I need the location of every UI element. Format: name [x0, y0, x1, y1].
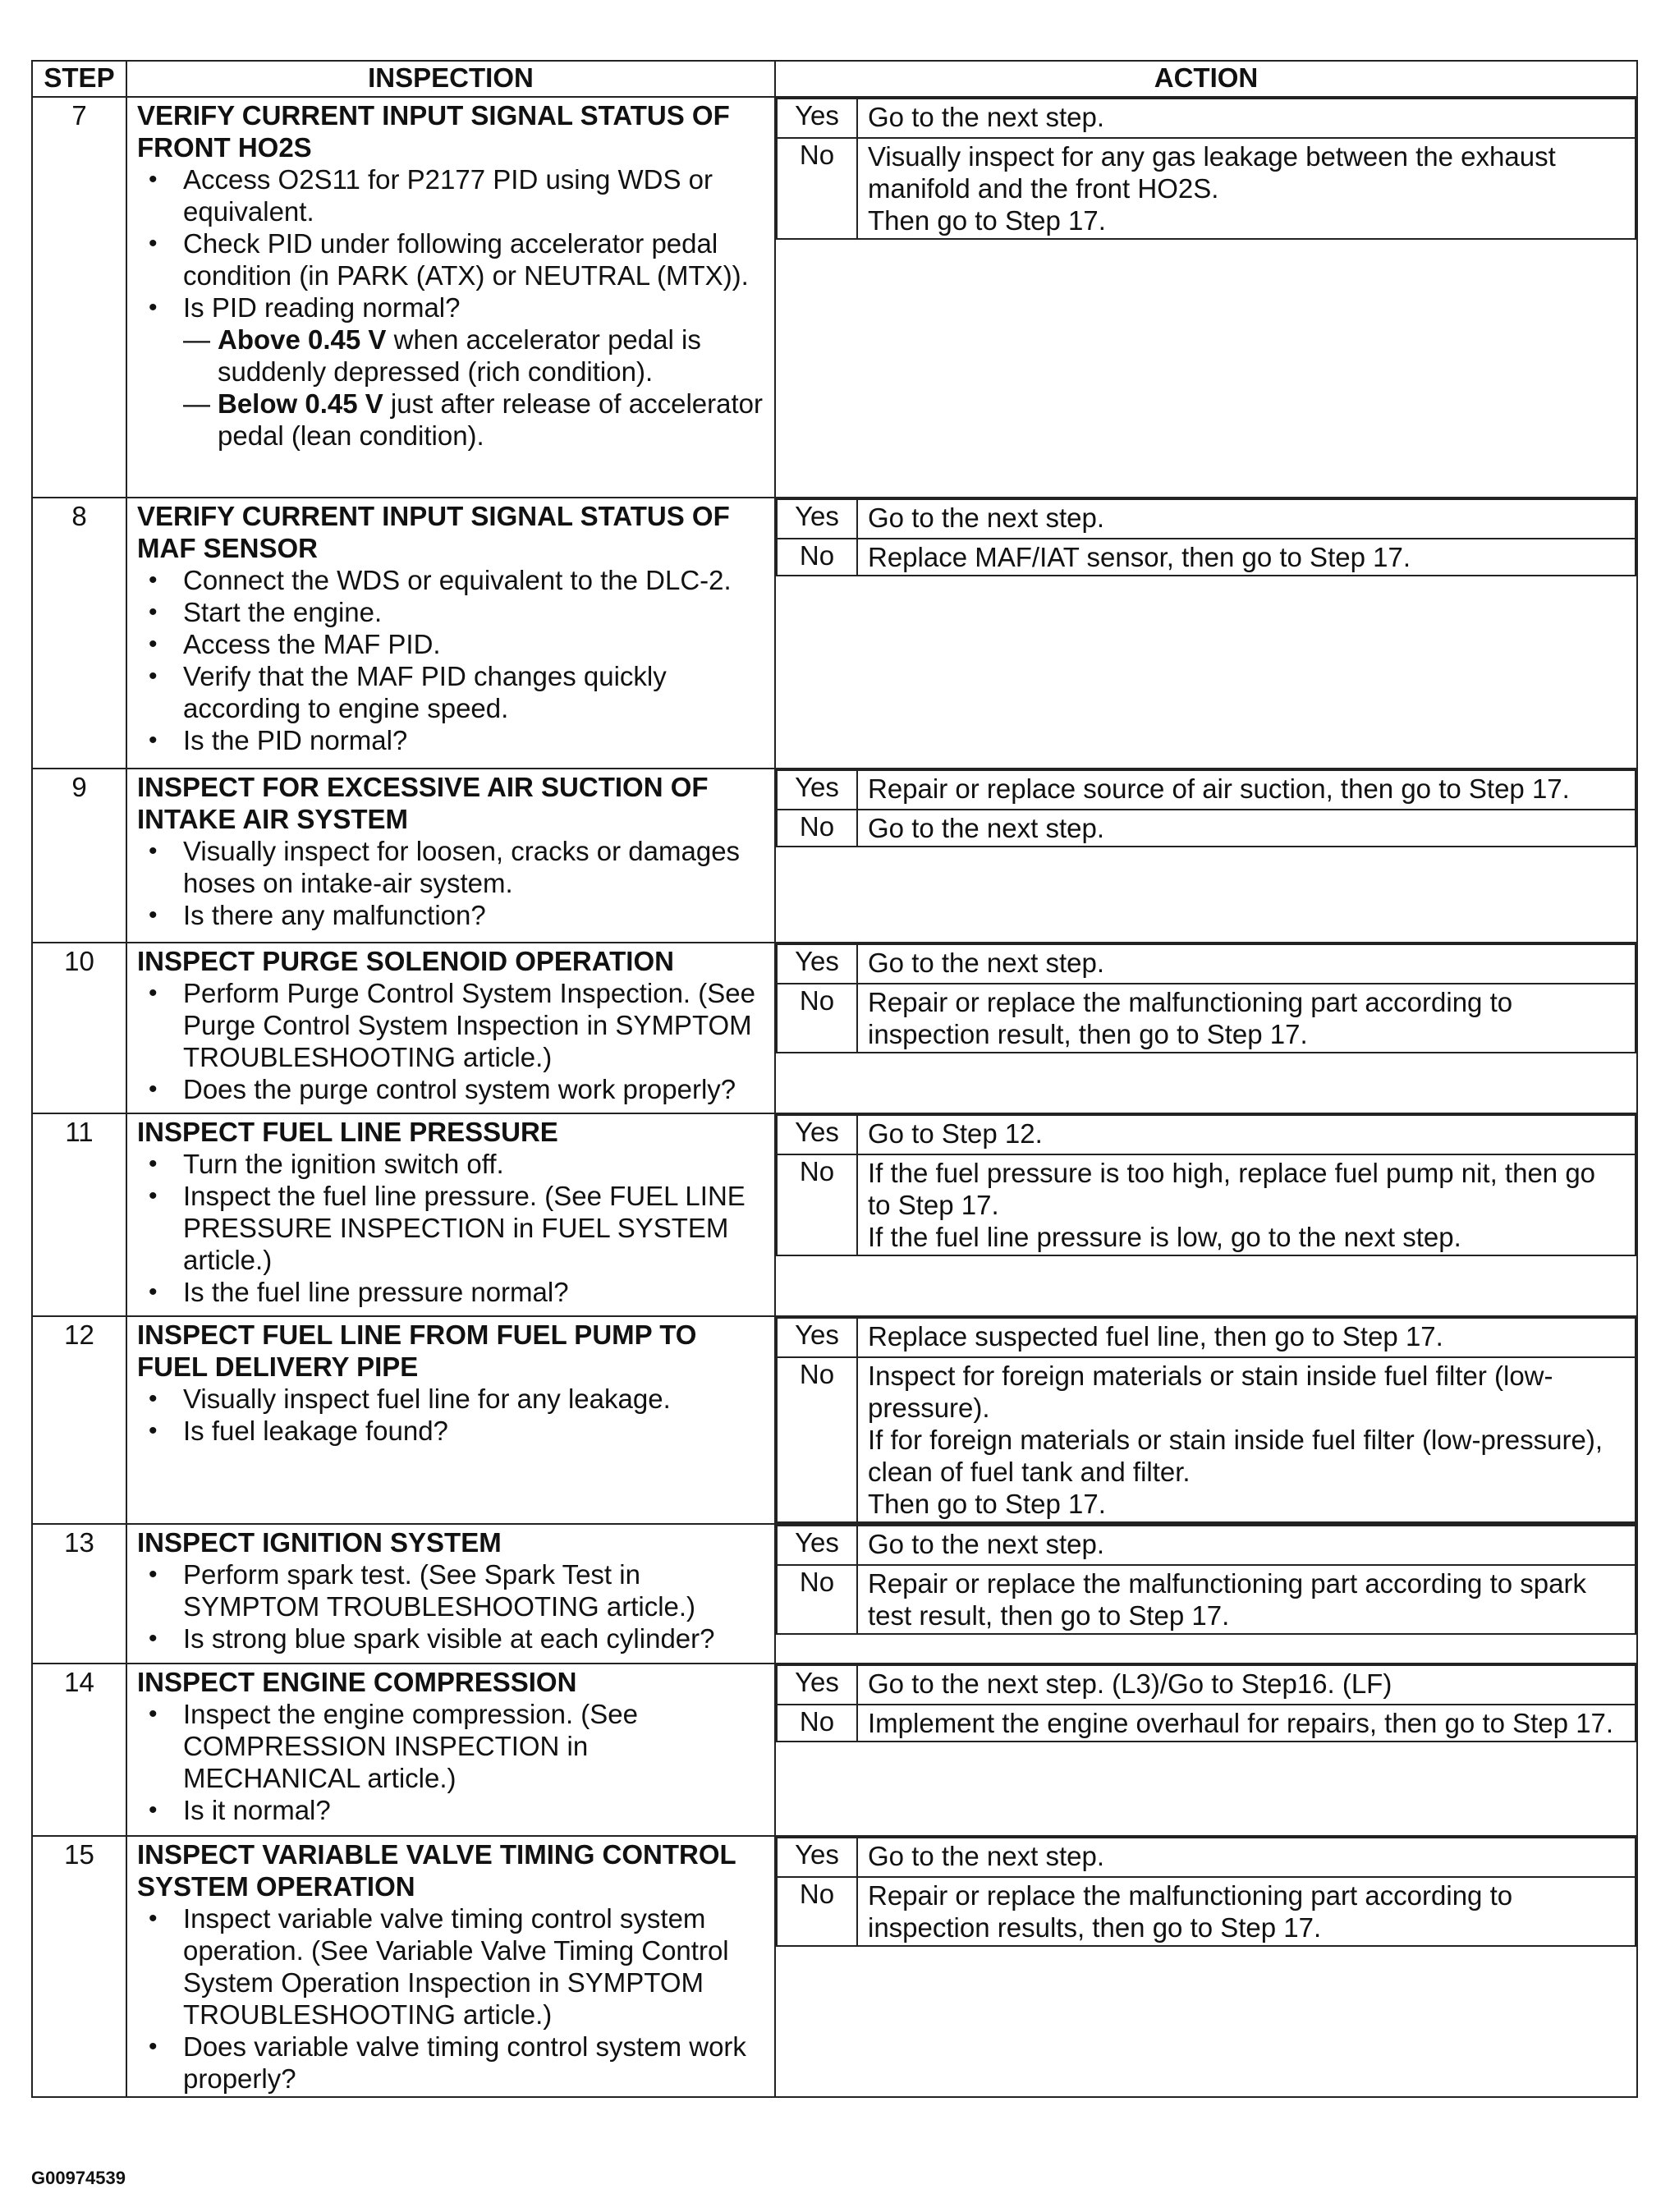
inspection-steps	[137, 564, 766, 756]
yes-row	[777, 770, 1636, 810]
step-number: 10	[32, 943, 126, 1113]
action-cell	[775, 1316, 1637, 1524]
inspection-steps	[137, 835, 766, 931]
inspection-steps	[137, 1148, 766, 1308]
no-action: Inspect for foreign materials or stain inside fuel filter (low-pressure). If for foreign materials or stain inside fuel filter (low-pressure), clean of fuel tank and filter. Then go to Step 17.	[857, 1357, 1636, 1522]
table-row	[32, 943, 1637, 1113]
troubleshooting-table	[31, 60, 1638, 2098]
inspection-step-item: • Access O2S11 for P2177 PID using WDS or equivalent.	[137, 163, 766, 227]
inspection-step-item: • Is there any malfunction?	[137, 899, 766, 931]
table-row	[32, 1524, 1637, 1664]
response-table	[776, 1525, 1636, 1635]
step-number: 11	[32, 1113, 126, 1316]
header-step: STEP	[32, 61, 126, 97]
no-label: No	[777, 1565, 857, 1634]
no-action: Replace MAF/IAT sensor, then go to Step 17.	[857, 539, 1636, 576]
no-row	[777, 1705, 1636, 1742]
inspection-step-item: • Inspect variable valve timing control system operation. (See Variable Valve Timing Control System Operation Inspection in SYMPTOM TROUBLESHOOTING article.)	[137, 1902, 766, 2031]
no-action: Implement the engine overhaul for repairs, then go to Step 17.	[857, 1705, 1636, 1742]
yes-row	[777, 1838, 1636, 1877]
step-number: 15	[32, 1836, 126, 2097]
inspection-cell	[126, 1113, 775, 1316]
no-label: No	[777, 1357, 857, 1522]
yes-action: Go to the next step. (L3)/Go to Step16. (LF)	[857, 1665, 1636, 1705]
inspection-title: INSPECT PURGE SOLENOID OPERATION	[137, 946, 674, 976]
no-row	[777, 138, 1636, 239]
condition-text: when accelerator pedal is suddenly depressed (rich condition).	[218, 324, 701, 387]
inspection-steps	[137, 977, 766, 1105]
table-row	[32, 97, 1637, 498]
no-row	[777, 1565, 1636, 1634]
yes-action: Replace suspected fuel line, then go to Step 17.	[857, 1318, 1636, 1357]
step-number: 13	[32, 1524, 126, 1664]
action-cell	[775, 1524, 1637, 1664]
step-number: 8	[32, 498, 126, 769]
action-cell	[775, 97, 1637, 498]
no-label: No	[777, 810, 857, 847]
inspection-step-item: • Visually inspect fuel line for any leakage.	[137, 1383, 766, 1415]
yes-action: Go to the next step.	[857, 1838, 1636, 1877]
yes-row	[777, 1665, 1636, 1705]
condition-value: Above 0.45 V	[218, 324, 387, 355]
table-row	[32, 1836, 1637, 2097]
yes-row	[777, 499, 1636, 539]
inspection-step-item: • Connect the WDS or equivalent to the DLC-2.	[137, 564, 766, 596]
step-number: 9	[32, 769, 126, 943]
yes-row	[777, 1318, 1636, 1357]
response-table	[776, 498, 1636, 576]
no-action: Repair or replace the malfunctioning part according to inspection results, then go to Step 17.	[857, 1877, 1636, 1946]
no-action: Repair or replace the malfunctioning part according to inspection result, then go to Step 17.	[857, 984, 1636, 1053]
yes-row	[777, 1115, 1636, 1154]
inspection-step-item: • Turn the ignition switch off.	[137, 1148, 766, 1180]
yes-row	[777, 99, 1636, 138]
no-label: No	[777, 539, 857, 576]
yes-label: Yes	[777, 1318, 857, 1357]
inspection-steps	[137, 1902, 766, 2095]
inspection-cell	[126, 1316, 775, 1524]
inspection-title: INSPECT VARIABLE VALVE TIMING CONTROL SYSTEM OPERATION	[137, 1839, 736, 1902]
no-action: If the fuel pressure is too high, replace fuel pump nit, then go to Step 17. If the fuel line pressure is low, go to the next step.	[857, 1154, 1636, 1255]
response-table	[776, 1664, 1636, 1742]
condition-item	[137, 324, 766, 388]
yes-label: Yes	[777, 944, 857, 984]
action-cell	[775, 498, 1637, 769]
inspection-title: VERIFY CURRENT INPUT SIGNAL STATUS OF MAF SENSOR	[137, 501, 730, 563]
inspection-title: INSPECT FOR EXCESSIVE AIR SUCTION OF INTAKE AIR SYSTEM	[137, 772, 709, 834]
table-body	[32, 97, 1637, 2097]
no-row	[777, 1357, 1636, 1522]
no-action: Visually inspect for any gas leakage between the exhaust manifold and the front HO2S. Then go to Step 17.	[857, 138, 1636, 239]
action-cell	[775, 943, 1637, 1113]
inspection-steps	[137, 1698, 766, 1826]
inspection-cell	[126, 1836, 775, 2097]
inspection-title: VERIFY CURRENT INPUT SIGNAL STATUS OF FRONT HO2S	[137, 100, 730, 163]
response-table	[776, 769, 1636, 847]
inspection-steps	[137, 163, 766, 324]
inspection-step-item: • Access the MAF PID.	[137, 628, 766, 660]
action-cell	[775, 1113, 1637, 1316]
no-row	[777, 1877, 1636, 1946]
condition-item	[137, 388, 766, 452]
yes-action: Go to the next step.	[857, 99, 1636, 138]
inspection-step-item: • Is the PID normal?	[137, 724, 766, 756]
no-label: No	[777, 1154, 857, 1255]
no-label: No	[777, 1877, 857, 1946]
inspection-step-item: • Is fuel leakage found?	[137, 1415, 766, 1447]
inspection-title: INSPECT IGNITION SYSTEM	[137, 1527, 502, 1558]
yes-row	[777, 1526, 1636, 1565]
yes-label: Yes	[777, 99, 857, 138]
yes-label: Yes	[777, 1838, 857, 1877]
header-row	[32, 61, 1637, 97]
inspection-step-item: • Perform Purge Control System Inspection. (See Purge Control System Inspection in SYMPTOM TROUBLESHOOTING article.)	[137, 977, 766, 1073]
yes-label: Yes	[777, 1115, 857, 1154]
table-row	[32, 498, 1637, 769]
inspection-title: INSPECT ENGINE COMPRESSION	[137, 1667, 577, 1697]
step-number: 12	[32, 1316, 126, 1524]
inspection-step-item: • Visually inspect for loosen, cracks or damages hoses on intake-air system.	[137, 835, 766, 899]
yes-label: Yes	[777, 1665, 857, 1705]
inspection-step-item: • Start the engine.	[137, 596, 766, 628]
response-table	[776, 1317, 1636, 1523]
inspection-step-item: • Is PID reading normal?	[137, 291, 766, 324]
yes-action: Go to Step 12.	[857, 1115, 1636, 1154]
yes-row	[777, 944, 1636, 984]
no-row	[777, 984, 1636, 1053]
table-row	[32, 1316, 1637, 1524]
no-row	[777, 810, 1636, 847]
step-number: 14	[32, 1664, 126, 1836]
inspection-cell	[126, 769, 775, 943]
inspection-cell	[126, 498, 775, 769]
inspection-step-item: • Perform spark test. (See Spark Test in SYMPTOM TROUBLESHOOTING article.)	[137, 1558, 766, 1622]
action-cell	[775, 769, 1637, 943]
table-row	[32, 1113, 1637, 1316]
header-action: ACTION	[775, 61, 1637, 97]
yes-label: Yes	[777, 1526, 857, 1565]
inspection-steps	[137, 1383, 766, 1447]
no-action: Go to the next step.	[857, 810, 1636, 847]
yes-action: Go to the next step.	[857, 1526, 1636, 1565]
no-row	[777, 539, 1636, 576]
yes-action: Repair or replace source of air suction, then go to Step 17.	[857, 770, 1636, 810]
action-cell	[775, 1836, 1637, 2097]
condition-value: Below 0.45 V	[218, 388, 383, 419]
step-number: 7	[32, 97, 126, 498]
action-cell	[775, 1664, 1637, 1836]
response-table	[776, 98, 1636, 240]
inspection-cell	[126, 1524, 775, 1664]
no-action: Repair or replace the malfunctioning part according to spark test result, then go to Step 17.	[857, 1565, 1636, 1634]
no-label: No	[777, 984, 857, 1053]
table-row	[32, 1664, 1637, 1836]
inspection-steps	[137, 1558, 766, 1654]
inspection-step-item: • Verify that the MAF PID changes quickly according to engine speed.	[137, 660, 766, 724]
no-label: No	[777, 1705, 857, 1742]
inspection-title: INSPECT FUEL LINE FROM FUEL PUMP TO FUEL DELIVERY PIPE	[137, 1319, 697, 1382]
no-row	[777, 1154, 1636, 1255]
yes-label: Yes	[777, 770, 857, 810]
inspection-step-item: • Is strong blue spark visible at each cylinder?	[137, 1622, 766, 1654]
table-row	[32, 769, 1637, 943]
inspection-title: INSPECT FUEL LINE PRESSURE	[137, 1117, 558, 1147]
inspection-step-item: • Does variable valve timing control system work properly?	[137, 2031, 766, 2095]
response-table	[776, 1114, 1636, 1256]
header-inspection: INSPECTION	[126, 61, 775, 97]
yes-action: Go to the next step.	[857, 944, 1636, 984]
response-table	[776, 943, 1636, 1053]
inspection-cell	[126, 943, 775, 1113]
figure-code: G00974539	[31, 2168, 126, 2188]
no-label: No	[777, 138, 857, 239]
inspection-cell	[126, 1664, 775, 1836]
inspection-step-item: • Check PID under following accelerator pedal condition (in PARK (ATX) or NEUTRAL (MTX)).	[137, 227, 766, 291]
inspection-step-item: • Is it normal?	[137, 1794, 766, 1826]
inspection-step-item: • Inspect the engine compression. (See COMPRESSION INSPECTION in MECHANICAL article.)	[137, 1698, 766, 1794]
response-table	[776, 1837, 1636, 1947]
yes-label: Yes	[777, 499, 857, 539]
inspection-step-item: • Does the purge control system work properly?	[137, 1073, 766, 1105]
inspection-cell	[126, 97, 775, 498]
yes-action: Go to the next step.	[857, 499, 1636, 539]
inspection-step-item: • Inspect the fuel line pressure. (See FUEL LINE PRESSURE INSPECTION in FUEL SYSTEM article.)	[137, 1180, 766, 1276]
inspection-step-item: • Is the fuel line pressure normal?	[137, 1276, 766, 1308]
condition-text: just after release of accelerator pedal (lean condition).	[218, 388, 763, 451]
